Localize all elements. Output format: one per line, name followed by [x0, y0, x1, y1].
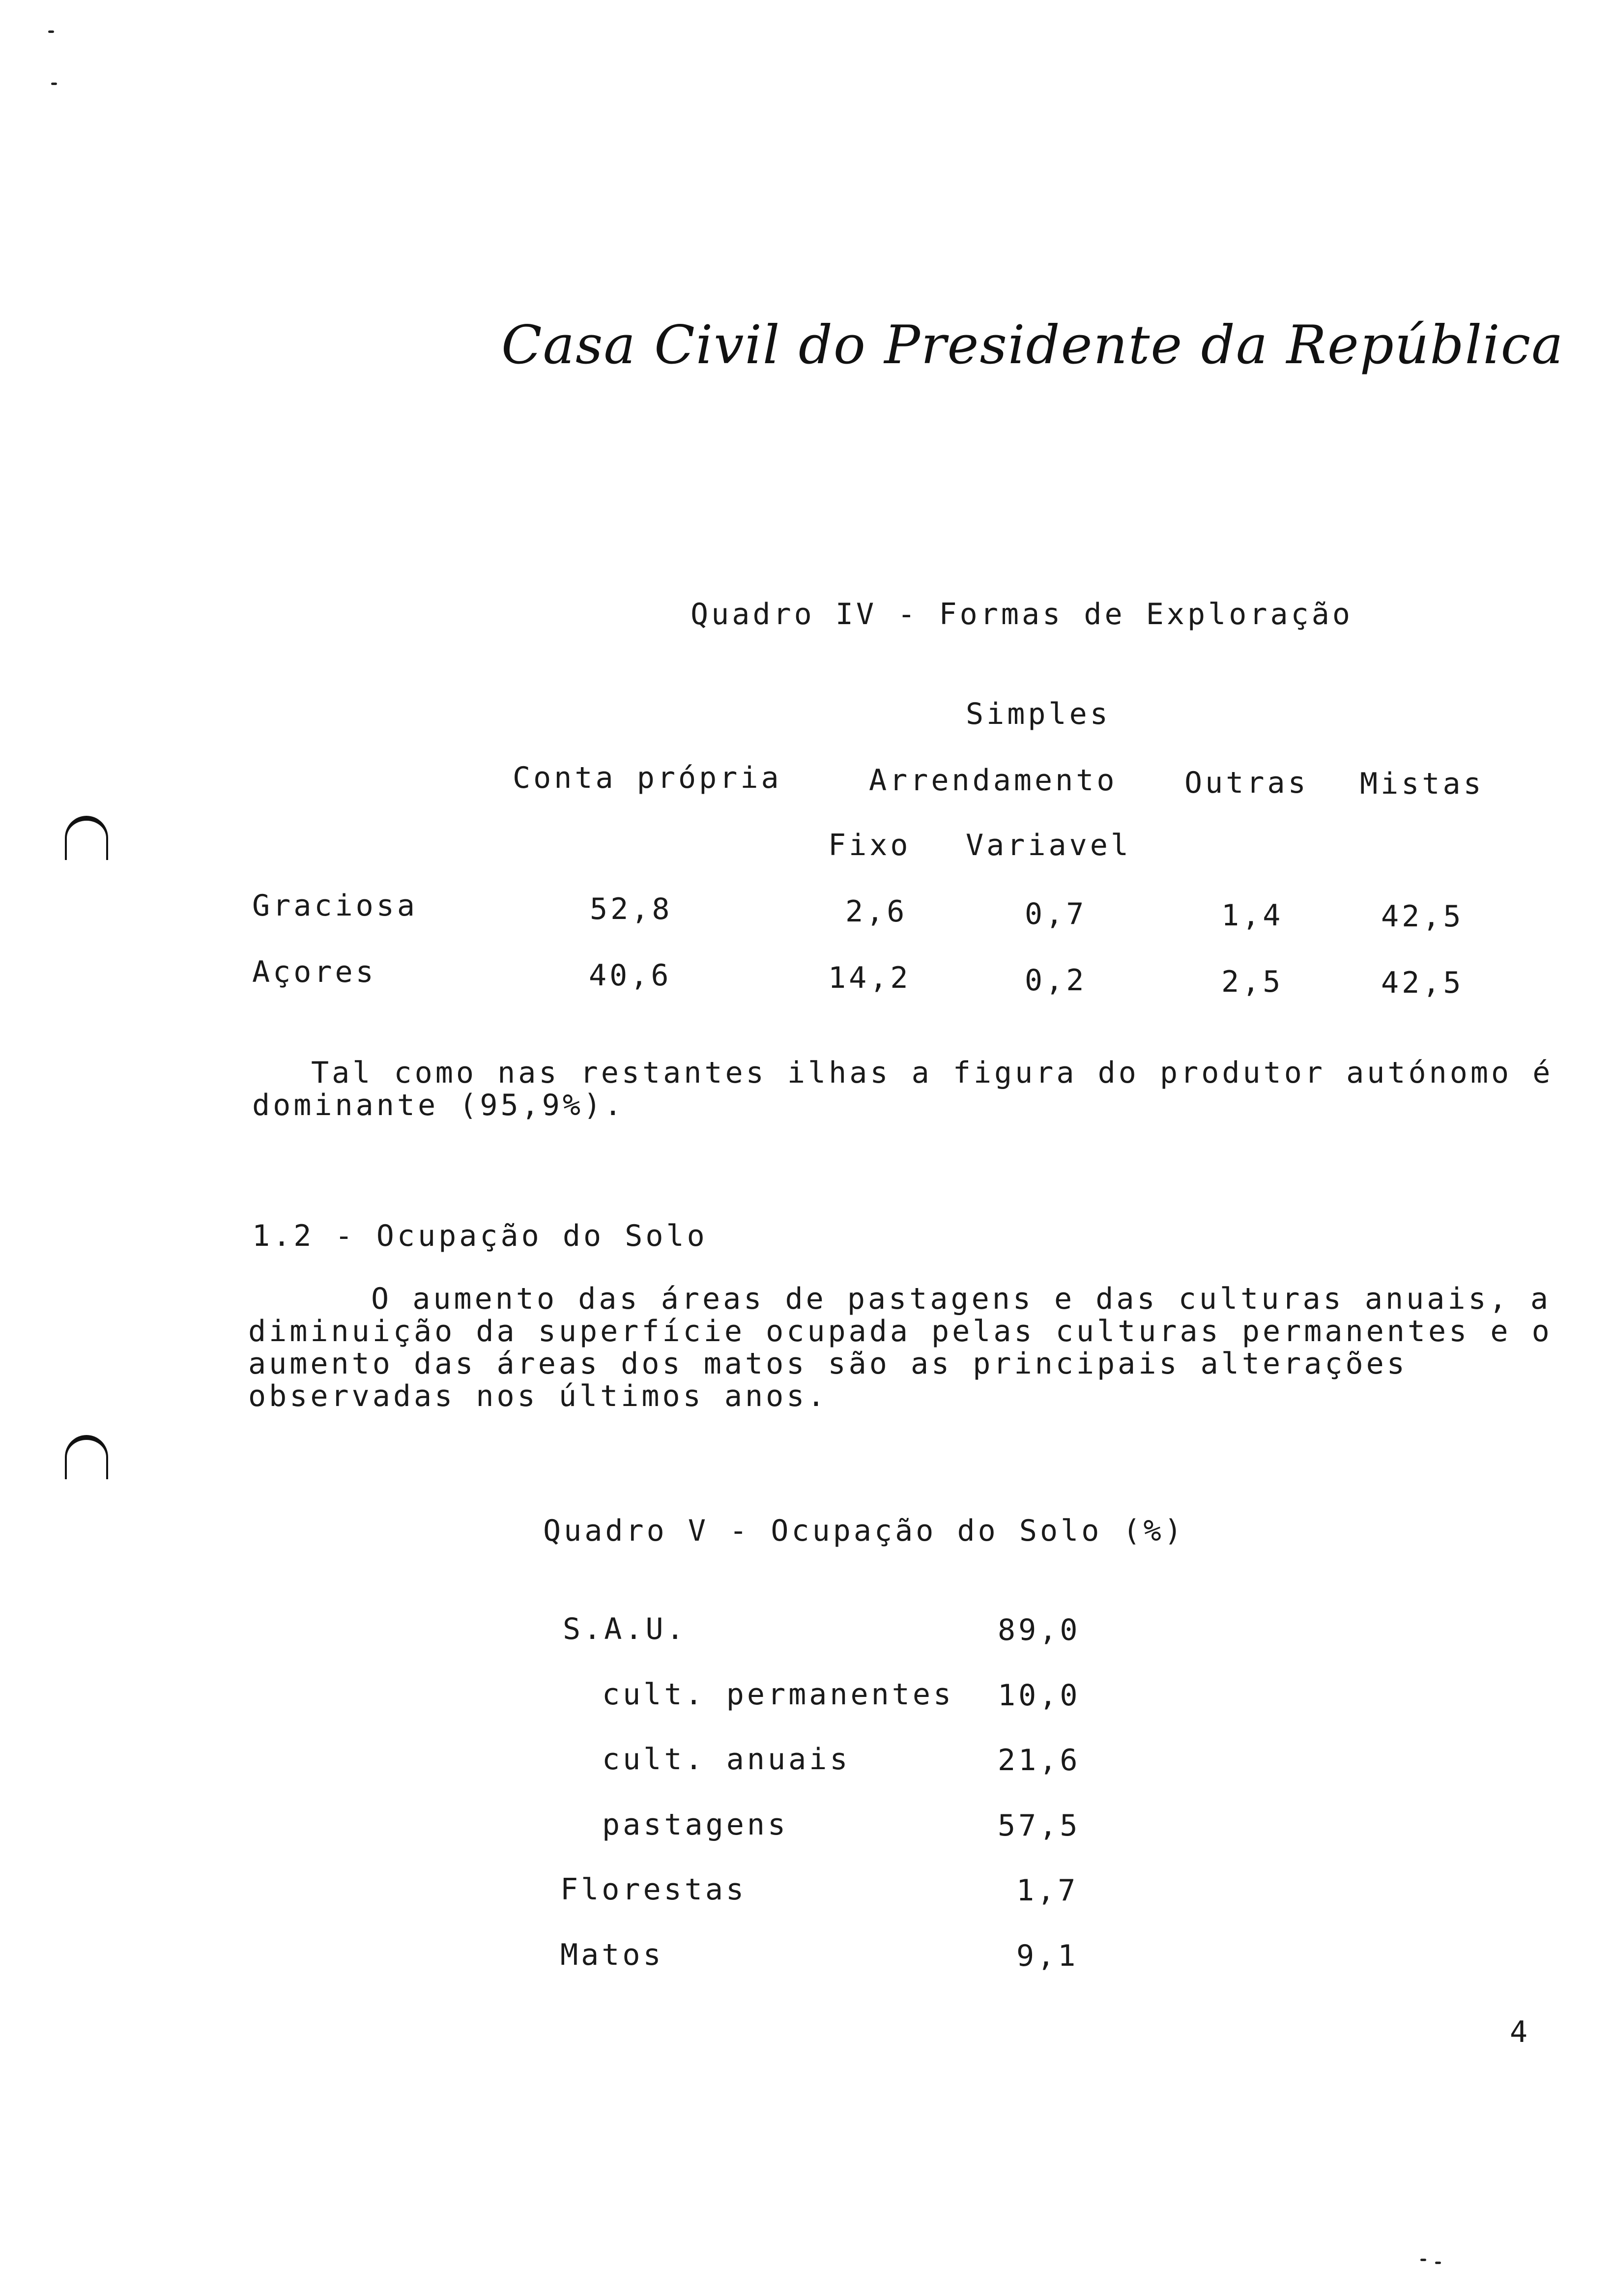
- row-label: cult. anuais: [602, 1742, 851, 1777]
- table-iv-header-mistas: Mistas: [1360, 767, 1484, 801]
- table-iv-subheader-variavel: Variavel: [966, 828, 1131, 862]
- row-value: 89,0: [998, 1613, 1081, 1647]
- punch-hole-mark: [65, 1435, 108, 1479]
- row-label: pastagens: [602, 1808, 789, 1842]
- scan-mark: [48, 30, 54, 33]
- paragraph: [252, 1057, 1553, 1121]
- cell-variavel: 0,2: [1025, 963, 1087, 998]
- row-label: Açores: [252, 955, 376, 989]
- paragraph-line: diminuição da superfície ocupada pelas culturas permanentes e o: [248, 1314, 1553, 1349]
- table-iv-header-outras: Outras: [1184, 766, 1309, 800]
- row-value: 21,6: [998, 1743, 1081, 1778]
- cell-variavel: 0,7: [1025, 897, 1087, 931]
- table-iv-group-header: Simples: [966, 697, 1111, 731]
- row-label: Graciosa: [252, 889, 418, 923]
- scan-mark: [1420, 2259, 1426, 2261]
- punch-hole-mark: [65, 816, 108, 860]
- row-value: 9,1: [1016, 1939, 1079, 1973]
- scan-mark: [51, 83, 57, 85]
- row-label: S.A.U.: [563, 1612, 687, 1646]
- paragraph: [248, 1283, 1553, 1412]
- cell-outras: 1,4: [1221, 898, 1284, 933]
- paragraph-line: aumento das áreas dos matos são as principais alterações: [248, 1347, 1408, 1381]
- row-value: 10,0: [998, 1678, 1081, 1713]
- paragraph-line: observadas nos últimos anos.: [248, 1379, 828, 1413]
- cell-conta-propria: 52,8: [590, 892, 673, 926]
- paragraph-line: Tal como nas restantes ilhas a figura do produtor autónomo é: [311, 1056, 1554, 1090]
- cell-conta-propria: 40,6: [589, 958, 672, 993]
- cell-outras: 2,5: [1221, 965, 1284, 999]
- table-iv-header-arrendamento: Arrendamento: [869, 763, 1118, 798]
- row-value: 57,5: [998, 1808, 1081, 1843]
- cell-fixo: 2,6: [845, 894, 908, 929]
- row-value: 1,7: [1016, 1873, 1079, 1908]
- table-iv-header-conta-propria: Conta própria: [513, 761, 782, 795]
- paragraph-line: dominante (95,9%).: [252, 1088, 625, 1122]
- page-number: 4: [1510, 2015, 1531, 2049]
- row-label: Florestas: [560, 1872, 747, 1907]
- cell-mistas: 42,5: [1381, 966, 1464, 1000]
- cell-fixo: 14,2: [828, 961, 911, 995]
- row-label: Matos: [560, 1938, 664, 1972]
- letterhead: Casa Civil do Presidente da República: [501, 315, 1564, 376]
- paragraph-line: O aumento das áreas de pastagens e das culturas anuais, a: [371, 1282, 1552, 1316]
- table-iv-title: Quadro IV - Formas de Exploração: [691, 597, 1353, 631]
- row-label: cult. permanentes: [602, 1677, 954, 1712]
- table-iv-subheader-fixo: Fixo: [828, 828, 911, 862]
- section-heading: 1.2 - Ocupação do Solo: [252, 1219, 708, 1253]
- table-v-title: Quadro V - Ocupação do Solo (%): [543, 1514, 1185, 1548]
- cell-mistas: 42,5: [1381, 899, 1464, 934]
- scan-mark: [1435, 2262, 1441, 2264]
